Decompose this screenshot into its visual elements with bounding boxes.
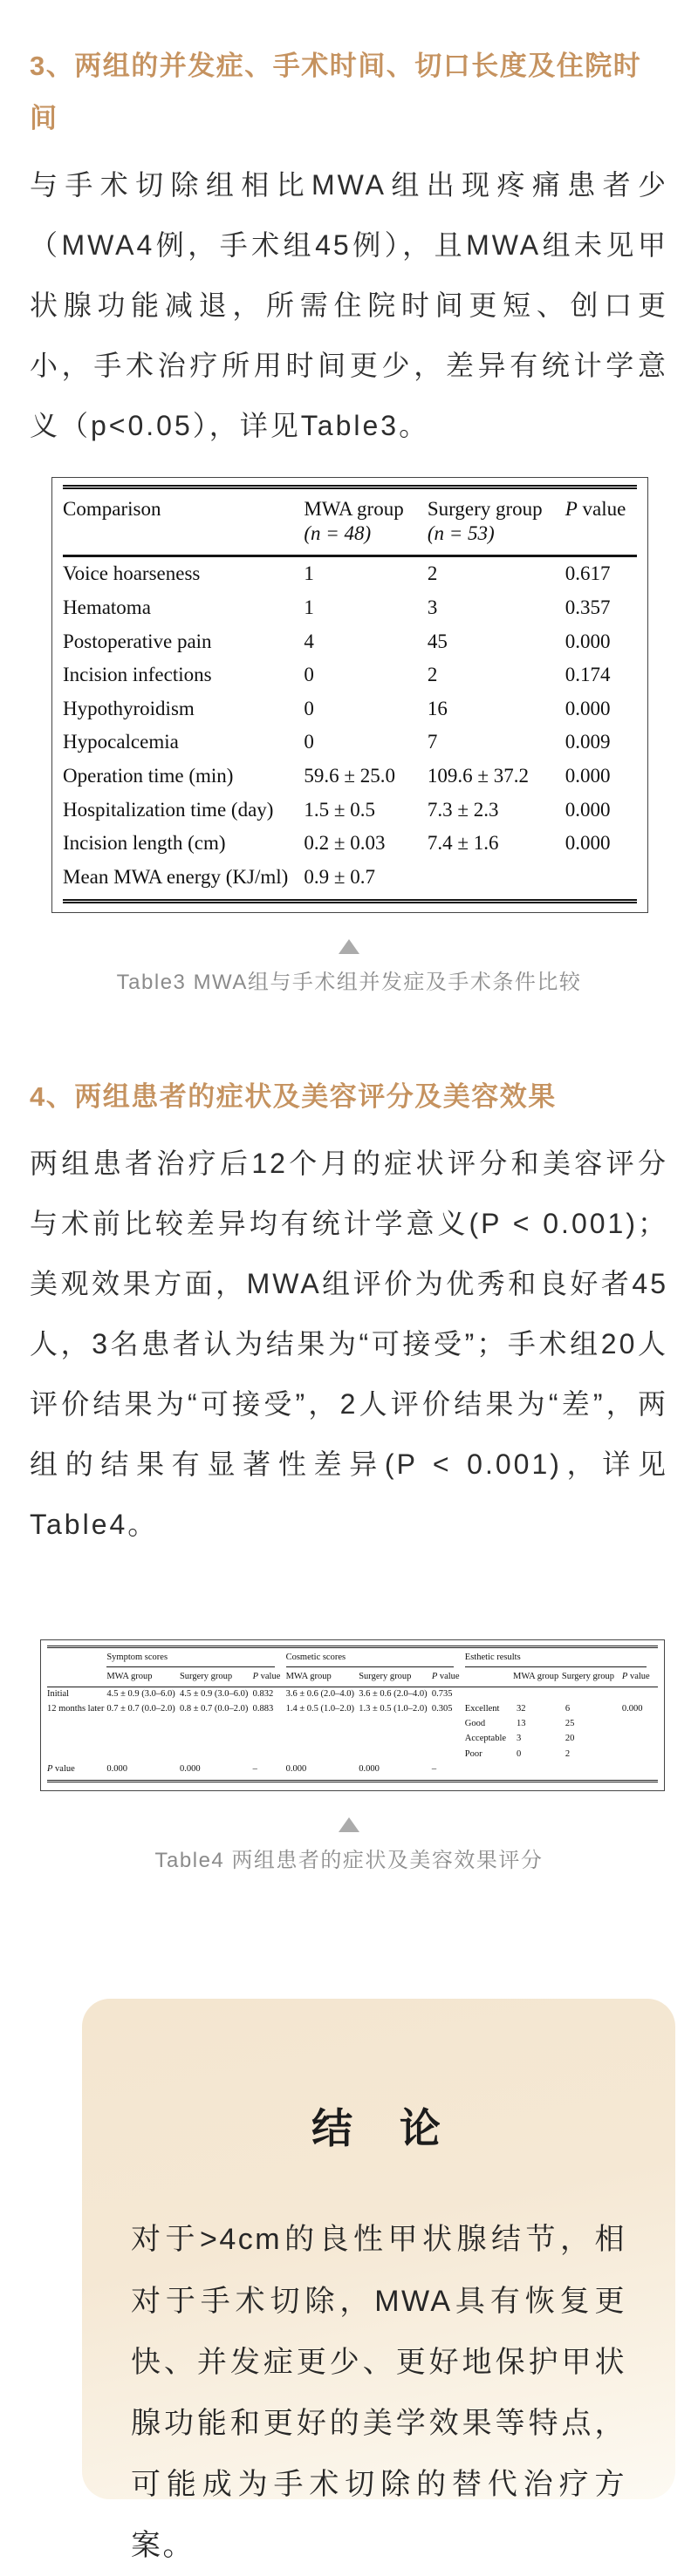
conclusion-card: [82, 1999, 675, 2562]
triangle-up-icon: [339, 939, 359, 954]
section-3-heading: 3、两组的并发症、手术时间、切口长度及住院时间: [30, 51, 642, 133]
table4-symptom-surgery-header: Surgery group: [180, 1669, 253, 1687]
table-row: Good 13 25: [464, 1719, 575, 1729]
conclusion-title: 结 论: [311, 2107, 446, 2153]
table4-image-frame: [40, 1639, 665, 1791]
table3-image-frame: [51, 477, 648, 913]
table4-symptom-mwa-header: MWA group: [106, 1669, 180, 1687]
table-row: Initial 4.5 ± 0.9 (3.0–6.0) 4.5 ± 0.9 (3.0–6.0) 0.832 3.6 ± 0.6 (2.0–4.0) 3.6 ± 0.6 (2.0–4.0) 0.735: [47, 1688, 453, 1699]
table-row: Poor 0 2: [464, 1748, 571, 1759]
table4-esthetic-surgery-header: Surgery group: [562, 1669, 622, 1687]
table-row: 12 months later 0.7 ± 0.7 (0.0–2.0) 0.8 ± 0.7 (0.0–2.0) 0.883 1.4 ± 0.5 (1.0–2.0) 1.3 ± 0.5 (1.0–2.0) 0.305 Excellent 32 6 0.000: [47, 1704, 643, 1714]
table3-header-p-value: P value: [565, 487, 637, 556]
triangle-up-icon: [339, 1817, 359, 1832]
table3-header-mwa-group: MWA group (n = 48): [304, 487, 427, 556]
table-row: Postoperative pain 4 45 0.000: [63, 630, 611, 652]
table4-column-header-row: [47, 1669, 658, 1687]
table3: [63, 485, 637, 903]
table4-cosmetic-mwa-header: MWA group: [286, 1669, 359, 1687]
table3-header-surgery-n: (n = 53): [427, 521, 495, 544]
section-4-heading: 4、两组患者的症状及美容评分及美容效果: [30, 1080, 557, 1112]
table4-cosmetic-surgery-header: Surgery group: [359, 1669, 432, 1687]
table3-header-surgery-group: Surgery group (n = 53): [428, 487, 565, 556]
table-row: Hospitalization time (day) 1.5 ± 0.5 7.3 ± 2.3 0.000: [63, 798, 611, 821]
table4-esthetic-mwa-header: MWA group: [513, 1669, 562, 1687]
table4-cosmetic-p-header: P value: [432, 1669, 465, 1687]
table-row: Hypocalcemia 0 7 0.009: [63, 731, 611, 753]
table-row: Incision length (cm) 0.2 ± 0.03 7.4 ± 1.6 0.000: [63, 832, 611, 855]
table-row: P value 0.000 0.000 – 0.000 0.000 –: [47, 1762, 658, 1782]
table-row: Acceptable 3 20: [464, 1734, 575, 1744]
table-row: Incision infections 0 2 0.174: [63, 664, 611, 686]
section-3-paragraph: 与手术切除组相比MWA组出现疼痛患者少（MWA4例，手术组45例），且MWA组未见甲状腺功能减退，所需住院时间更短、创口更小，手术治疗所用时间更少，差异有统计学意义（p<0.05），详见Table3。: [30, 168, 668, 442]
table4-group-header-row: [47, 1646, 658, 1669]
table4-caption: Table4 两组患者的症状及美容效果评分: [154, 1848, 544, 1872]
section-4-paragraph: 两组患者治疗后12个月的症状评分和美容评分与术前比较差异均有统计学意义(P < 0.001)；美观效果方面，MWA组评价为优秀和良好者45人，3名患者认为结果为“可接受”；手术组20人评价结果为“可接受”，2人评价结果为“差”，两组的结果有显著性差异(P < 0.001)，详见Table4。: [30, 1147, 668, 1541]
table4-figure: [30, 1639, 668, 1876]
table3-figure: [30, 477, 668, 998]
table-row: Hematoma 1 3 0.357: [63, 596, 611, 618]
table4-group-esthetic: Esthetic results: [465, 1646, 658, 1669]
table-row: Mean MWA energy (KJ/ml) 0.9 ± 0.7: [63, 861, 637, 902]
table4-esthetic-p-header: P value: [622, 1669, 658, 1687]
table4-symptom-p-header: P value: [253, 1669, 286, 1687]
table-row: Voice hoarseness 1 2 0.617: [63, 562, 611, 585]
table3-header-comparison: Comparison: [63, 487, 304, 556]
conclusion-paragraph: 对于>4cm的良性甲状腺结节，相对于手术切除，MWA具有恢复更快、并发症更少、更好地保护甲状腺功能和更好的美学效果等特点，可能成为手术切除的替代治疗方案。: [131, 2223, 626, 2562]
table-row: Hypothyroidism 0 16 0.000: [63, 697, 611, 719]
table3-caption: Table3 MWA组与手术组并发症及手术条件比较: [116, 971, 582, 995]
table-row: Operation time (min) 59.6 ± 25.0 109.6 ± 37.2 0.000: [63, 764, 611, 787]
table3-header-mwa-n: (n = 48): [304, 521, 372, 544]
table3-header-row: [63, 487, 637, 556]
table4-group-cosmetic: Cosmetic scores: [286, 1646, 465, 1669]
table4: [47, 1646, 658, 1782]
table4-group-symptom: Symptom scores: [106, 1646, 285, 1669]
